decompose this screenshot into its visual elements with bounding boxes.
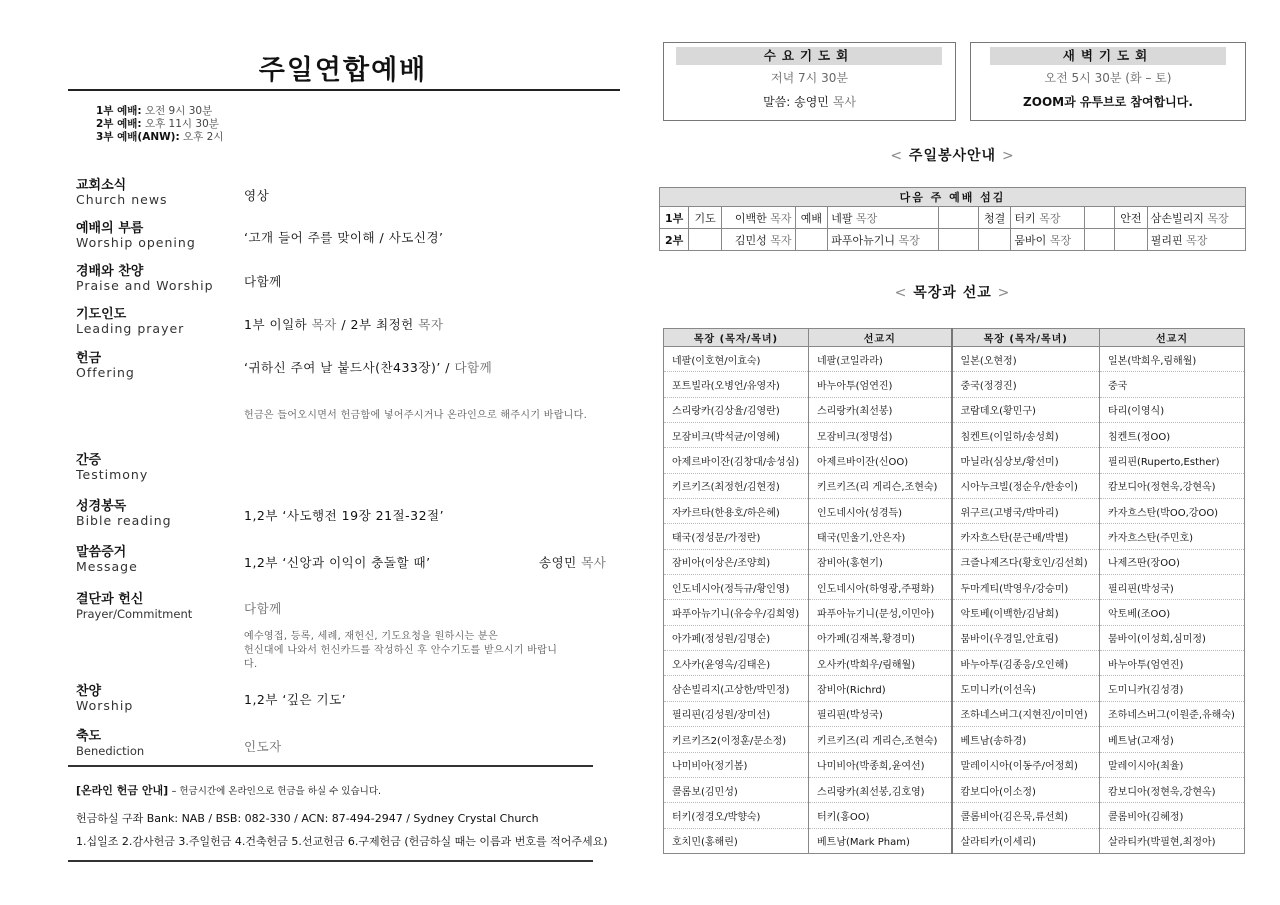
order-item-commitment xyxy=(76,592,192,621)
mission-field-cell: 필리핀(박성국) xyxy=(809,701,952,726)
table-row xyxy=(664,727,1245,752)
mokjang-cell: 호치민(홍해린) xyxy=(664,828,809,853)
serve-role xyxy=(978,229,1011,251)
mokjang-cell: 스리랑카(김상율/김영란) xyxy=(664,397,809,422)
page-title: 주일연합예배 xyxy=(258,55,428,86)
bracket: < xyxy=(894,285,908,301)
mokjang-cell: 삼손빌리지(고상한/박민정) xyxy=(664,676,809,701)
table-row xyxy=(664,448,1245,473)
mokjang-cell: 오사카(윤영옥/김태은) xyxy=(664,651,809,676)
mokjang-cell: 모잠비크(박석균/이영혜) xyxy=(664,423,809,448)
wednesday-prayer-heading: 수요기도회 xyxy=(676,47,942,65)
table-row xyxy=(664,651,1245,676)
service-time-value: 오후 2시 xyxy=(183,131,224,143)
order-title-ko: 경배와 찬양 xyxy=(76,264,144,279)
mission-title-text: 목장과 선교 xyxy=(913,285,992,301)
serve-role: 안전 xyxy=(1115,207,1148,229)
order-title-ko: 축도 xyxy=(76,729,102,744)
serve-title-text: 주일봉사안내 xyxy=(908,148,997,164)
table-row xyxy=(664,676,1245,701)
service-time-row xyxy=(96,131,223,144)
title-suffix: 목사 xyxy=(832,95,856,109)
mission-field-cell: 일본(박희우,림해월) xyxy=(1100,347,1245,372)
service-time-label: 2부 예배: xyxy=(96,118,142,130)
order-item-message xyxy=(76,545,138,574)
order-item-leading-prayer xyxy=(76,307,184,336)
commitment-note-line: 예수영접, 등록, 세례, 재헌신, 기도요청을 원하시는 분은 xyxy=(244,631,498,642)
serve-name: 터키 xyxy=(1014,211,1036,225)
order-value xyxy=(244,315,443,333)
serve-table xyxy=(659,187,1246,251)
order-title-en: Bible reading xyxy=(76,513,172,528)
divider xyxy=(68,860,593,862)
order-title-ko: 교회소식 xyxy=(76,178,127,193)
online-heading: [온라인 헌금 안내] xyxy=(76,784,169,797)
table-row xyxy=(664,524,1245,549)
title-suffix: 목장 xyxy=(856,211,878,225)
order-value: 다함께 xyxy=(244,601,282,616)
serve-role xyxy=(689,229,722,251)
order-title-ko: 기도인도 xyxy=(76,307,127,322)
title-suffix: 목장 xyxy=(1049,233,1072,247)
mokjang-cell: 뭄바이(우경일,안효림) xyxy=(952,625,1100,650)
serve-spacer xyxy=(1085,229,1115,251)
order-title-ko: 결단과 헌신 xyxy=(76,592,144,607)
order-title-en: Offering xyxy=(76,365,135,380)
order-title-ko: 성경봉독 xyxy=(76,499,127,514)
mission-field-cell: 바누아투(엄연진) xyxy=(1100,651,1245,676)
mission-header: 목장 (목자/목녀) xyxy=(664,329,809,347)
mokjang-cell: 인도네시아(정득규/황인영) xyxy=(664,575,809,600)
mission-field-cell: 파푸아뉴기니(문성,이민아) xyxy=(809,600,952,625)
mission-field-cell: 타리(이영식) xyxy=(1100,397,1245,422)
bracket: > xyxy=(1001,148,1015,164)
order-title-ko: 예배의 부름 xyxy=(76,221,144,236)
serve-cell xyxy=(828,207,939,229)
order-title-en: Worship xyxy=(76,698,134,713)
mokjang-cell: 중국(정경진) xyxy=(952,372,1100,397)
title-suffix: 목자 xyxy=(418,317,444,332)
serve-name: 네팔 xyxy=(831,211,853,225)
mission-field-cell: 조하네스버그(이원준,유해숙) xyxy=(1100,701,1245,726)
order-title-en: Leading prayer xyxy=(76,321,185,336)
serve-name: 파푸아뉴기니 xyxy=(831,233,895,247)
order-title-en: Worship opening xyxy=(76,235,196,250)
serve-row xyxy=(660,229,1246,251)
mission-field-cell: 태국(민울기,안은자) xyxy=(809,524,952,549)
mokjang-cell: 코람데오(황민구) xyxy=(952,397,1100,422)
mokjang-cell: 파푸아뉴기니(유승우/김희영) xyxy=(664,600,809,625)
table-row xyxy=(664,803,1245,828)
mission-field-cell: 나미비아(박종희,윤여선) xyxy=(809,752,952,777)
serve-cell xyxy=(1147,229,1245,251)
mission-field-cell: 스리랑카(최선봉,김호영) xyxy=(809,777,952,802)
mission-field-cell: 베트남(고재성) xyxy=(1100,727,1245,752)
serve-spacer xyxy=(1085,207,1115,229)
online-offering-heading xyxy=(76,782,381,798)
mission-field-cell: 필리핀(Ruperto,Esther) xyxy=(1100,448,1245,473)
order-title-en: Prayer/Commitment xyxy=(76,607,193,621)
serve-name: 필리핀 xyxy=(1150,233,1183,247)
serve-cell xyxy=(721,229,795,251)
table-row xyxy=(664,499,1245,524)
dawn-prayer-heading: 새벽기도회 xyxy=(990,47,1226,65)
order-title-en: Praise and Worship xyxy=(76,278,214,293)
title-divider xyxy=(68,89,620,91)
mokjang-cell: 살라티카(이세리) xyxy=(952,828,1100,853)
serve-section-title xyxy=(659,145,1246,165)
wednesday-prayer-time: 저녁 7시 30분 xyxy=(771,71,848,85)
mission-field-cell: 터키(홍OO) xyxy=(809,803,952,828)
mission-field-cell: 살라티카(박필현,최정아) xyxy=(1100,828,1245,853)
serve-name: 이백한 xyxy=(734,211,767,225)
mission-field-cell: 악토베(조OO) xyxy=(1100,600,1245,625)
mission-field-cell: 아제르바이잔(신OO) xyxy=(809,448,952,473)
title-suffix: 목자 xyxy=(770,233,792,247)
table-row xyxy=(664,777,1245,802)
mission-field-cell: 캄보디아(정현욱,강현옥) xyxy=(1100,473,1245,498)
serve-spacer xyxy=(938,207,978,229)
order-title-en: Church news xyxy=(76,192,168,207)
mission-field-cell: 네팔(코일라라) xyxy=(809,347,952,372)
table-row xyxy=(664,752,1245,777)
serve-role: 청결 xyxy=(978,207,1011,229)
service-time-label: 1부 예배: xyxy=(96,105,142,117)
mission-field-cell: 침켄트(정OO) xyxy=(1100,423,1245,448)
mokjang-cell: 콜롬보(김민성) xyxy=(664,777,809,802)
serve-role: 기도 xyxy=(689,207,722,229)
mokjang-cell: 베트남(송하경) xyxy=(952,727,1100,752)
order-item-worship-opening xyxy=(76,221,196,250)
serve-cell xyxy=(828,229,939,251)
mokjang-cell: 말레이시아(이동주/어정희) xyxy=(952,752,1100,777)
service-time-value: 오후 11시 30분 xyxy=(144,118,219,130)
serve-name: 김민성 xyxy=(734,233,767,247)
title-suffix: 목장 xyxy=(1207,211,1229,225)
order-title-ko: 찬양 xyxy=(76,684,102,699)
mission-field-cell: 인도네시아(하영광,주평화) xyxy=(809,575,952,600)
order-value: ‘고개 들어 주를 맞이해 / 사도신경’ xyxy=(244,230,444,245)
mokjang-cell: 카자흐스탄(문근배/박별) xyxy=(952,524,1100,549)
serve-cell xyxy=(1011,229,1085,251)
commitment-note xyxy=(244,630,557,672)
speaker-name: 송영민 xyxy=(539,555,577,570)
serve-role: 예배 xyxy=(795,207,828,229)
online-heading-note: – 헌금시간에 온라인으로 헌금을 하실 수 있습니다. xyxy=(171,786,382,797)
table-row xyxy=(664,473,1245,498)
service-time-label: 3부 예배(ANW): xyxy=(96,131,180,143)
title-suffix: 목장 xyxy=(1186,233,1208,247)
mission-field-cell: 콜롬비아(김혜정) xyxy=(1100,803,1245,828)
order-value xyxy=(244,358,492,376)
mokjang-cell: 콜롬비아(김은묵,류선희) xyxy=(952,803,1100,828)
mission-header: 목장 (목자/목녀) xyxy=(952,329,1100,347)
service-time-row xyxy=(96,105,223,118)
mokjang-cell: 아가페(정성원/김명순) xyxy=(664,625,809,650)
mission-field-cell: 베트남(Mark Pham) xyxy=(809,828,952,853)
mokjang-cell: 잠비아(이상은/조양희) xyxy=(664,549,809,574)
mokjang-cell: 악토베(이백한/김남희) xyxy=(952,600,1100,625)
table-row xyxy=(664,549,1245,574)
table-row xyxy=(664,701,1245,726)
mission-table xyxy=(663,328,1245,854)
mokjang-cell: 바누아투(김종응/오인해) xyxy=(952,651,1100,676)
mission-field-cell: 중국 xyxy=(1100,372,1245,397)
title-suffix: 목장 xyxy=(1039,211,1061,225)
mokjang-cell: 네팔(이호현/이효숙) xyxy=(664,347,809,372)
mission-field-cell: 필리핀(박성국) xyxy=(1100,575,1245,600)
serve-part: 1부 xyxy=(660,207,689,229)
order-item-testimony xyxy=(76,453,148,482)
mission-field-cell: 스리랑카(최선봉) xyxy=(809,397,952,422)
order-value: 인도자 xyxy=(244,739,282,754)
mission-field-cell: 키르키즈(리 게리슨,조현숙) xyxy=(809,473,952,498)
mokjang-cell: 도미니카(이선옥) xyxy=(952,676,1100,701)
serve-role xyxy=(1115,229,1148,251)
order-title-ko: 말씀증거 xyxy=(76,545,127,560)
bracket: > xyxy=(997,285,1011,301)
mission-field-cell: 키르키즈(리 게리슨,조현숙) xyxy=(809,727,952,752)
mission-field-cell: 뭄바이(이성희,심미정) xyxy=(1100,625,1245,650)
order-value: 다함께 xyxy=(244,274,282,289)
offering-who: 다함께 xyxy=(454,360,493,375)
order-title-en: Message xyxy=(76,559,138,574)
commitment-note-line: 다. xyxy=(244,659,258,670)
dawn-prayer-time: 오전 5시 30분 (화 – 토) xyxy=(1044,71,1172,85)
serve-cell xyxy=(721,207,795,229)
mission-section-title xyxy=(659,282,1246,302)
bank-account: 헌금하실 구좌 Bank: NAB / BSB: 082-330 / ACN: 87-494-2947 / Sydney Crystal Church xyxy=(76,812,539,825)
service-times xyxy=(96,105,223,144)
mokjang-cell: 일본(오현정) xyxy=(952,347,1100,372)
title-suffix: 목자 xyxy=(770,211,792,225)
mission-field-cell: 모잠비크(정명섭) xyxy=(809,423,952,448)
table-row xyxy=(664,397,1245,422)
mission-field-cell: 도미니카(김성경) xyxy=(1100,676,1245,701)
order-item-benediction xyxy=(76,729,144,758)
mokjang-cell: 필리핀(김성원/장미선) xyxy=(664,701,809,726)
mokjang-cell: 아제르바이잔(김창대/송성심) xyxy=(664,448,809,473)
mokjang-cell: 마닐라(심상보/황선미) xyxy=(952,448,1100,473)
order-title-en: Benediction xyxy=(76,744,145,758)
serve-role xyxy=(795,229,828,251)
table-row xyxy=(664,828,1245,853)
serve-cell xyxy=(1011,207,1085,229)
order-value: 1,2부 ‘깊은 기도’ xyxy=(244,692,347,707)
order-title-ko: 간증 xyxy=(76,453,102,468)
serve-row xyxy=(660,207,1246,229)
mission-field-cell: 캄보디아(정현욱,강현옥) xyxy=(1100,777,1245,802)
order-value: 영상 xyxy=(244,188,270,203)
serve-table-header: 다음 주 예배 섬김 xyxy=(660,188,1246,207)
table-row xyxy=(664,372,1245,397)
table-row xyxy=(664,423,1245,448)
table-row xyxy=(664,347,1245,372)
table-row xyxy=(664,575,1245,600)
mission-field-cell: 나제즈딴(장OO) xyxy=(1100,549,1245,574)
mokjang-cell: 포트빌라(오병언/유영자) xyxy=(664,372,809,397)
mission-field-cell: 아가페(김재복,황경미) xyxy=(809,625,952,650)
order-item-praise xyxy=(76,264,214,293)
order-value: 1,2부 ‘신앙과 이익이 충돌할 때’ xyxy=(244,555,431,570)
order-item-offering xyxy=(76,351,135,380)
title-suffix: 목사 xyxy=(581,555,607,570)
order-title-ko: 헌금 xyxy=(76,351,102,366)
mokjang-cell: 나미비아(정기봄) xyxy=(664,752,809,777)
mokjang-cell: 시아누크빌(정순우/한송이) xyxy=(952,473,1100,498)
mission-field-cell: 카자흐스탄(박OO,강OO) xyxy=(1100,499,1245,524)
mission-field-cell: 카자흐스탄(주민호) xyxy=(1100,524,1245,549)
mokjang-cell: 침켄트(이일하/송성희) xyxy=(952,423,1100,448)
mokjang-cell: 키르키즈(최정헌/김현정) xyxy=(664,473,809,498)
offering-hymn: ‘귀하신 주여 날 붙드사(찬433장)’ / xyxy=(244,360,450,375)
serve-spacer xyxy=(938,229,978,251)
order-item-church-news xyxy=(76,178,168,207)
mokjang-cell: 두마게티(박영우/강승미) xyxy=(952,575,1100,600)
table-row xyxy=(664,600,1245,625)
mission-header: 선교지 xyxy=(1100,329,1245,347)
prayer-leader-2: / 2부 최정헌 xyxy=(336,317,414,332)
offering-types: 1.십일조 2.감사헌금 3.주일헌금 4.건축헌금 5.선교헌금 6.구제헌금 (헌금하실 때는 이름과 번호를 적어주세요) xyxy=(76,835,608,848)
mission-field-cell: 잠비아(Richrd) xyxy=(809,676,952,701)
speaker-name: 말씀: 송영민 xyxy=(763,95,829,109)
order-item-bible-reading xyxy=(76,499,172,528)
mission-field-cell: 인도네시아(성경득) xyxy=(809,499,952,524)
message-speaker xyxy=(539,553,606,571)
mission-header: 선교지 xyxy=(809,329,952,347)
serve-name: 삼손빌리지 xyxy=(1150,211,1204,225)
service-time-row xyxy=(96,118,223,131)
mokjang-cell: 태국(정성문/가정란) xyxy=(664,524,809,549)
mokjang-cell: 터키(정경오/박향숙) xyxy=(664,803,809,828)
order-title-en: Testimony xyxy=(76,467,149,482)
order-value: 1,2부 ‘사도행전 19장 21절-32절’ xyxy=(244,508,445,523)
title-suffix: 목자 xyxy=(311,317,337,332)
title-suffix: 목장 xyxy=(898,233,920,247)
dawn-prayer-note: ZOOM과 유투브로 참여합니다. xyxy=(1023,95,1193,109)
service-time-value: 오전 9시 30분 xyxy=(144,105,213,117)
mokjang-cell: 위구르(고병국/박마리) xyxy=(952,499,1100,524)
table-row xyxy=(664,625,1245,650)
mokjang-cell: 크즐나제즈다(황호인/김선희) xyxy=(952,549,1100,574)
prayer-leader-1: 1부 이일하 xyxy=(244,317,308,332)
mission-field-cell: 오사카(박희우/림해월) xyxy=(809,651,952,676)
wednesday-prayer-speaker xyxy=(663,93,956,110)
serve-part: 2부 xyxy=(660,229,689,251)
mission-field-cell: 잠비아(홍현기) xyxy=(809,549,952,574)
mokjang-cell: 키르키즈2(이정훈/문소정) xyxy=(664,727,809,752)
mission-field-cell: 바누아투(엄연진) xyxy=(809,372,952,397)
mokjang-cell: 캄보디아(이소정) xyxy=(952,777,1100,802)
divider xyxy=(68,765,593,767)
mokjang-cell: 조하네스버그(지현진/이미연) xyxy=(952,701,1100,726)
serve-cell xyxy=(1147,207,1245,229)
order-item-worship xyxy=(76,684,133,713)
commitment-note-line: 헌신대에 나와서 헌신카드를 작성하신 후 안수기도를 받으시기 바랍니 xyxy=(244,645,558,656)
mission-field-cell: 말레이시아(최율) xyxy=(1100,752,1245,777)
serve-name: 뭄바이 xyxy=(1014,233,1047,247)
offering-note: 헌금은 들어오시면서 헌금함에 넣어주시거나 온라인으로 해주시기 바랍니다. xyxy=(244,410,588,421)
mokjang-cell: 자카르타(한용호/하은혜) xyxy=(664,499,809,524)
bracket: < xyxy=(890,148,904,164)
